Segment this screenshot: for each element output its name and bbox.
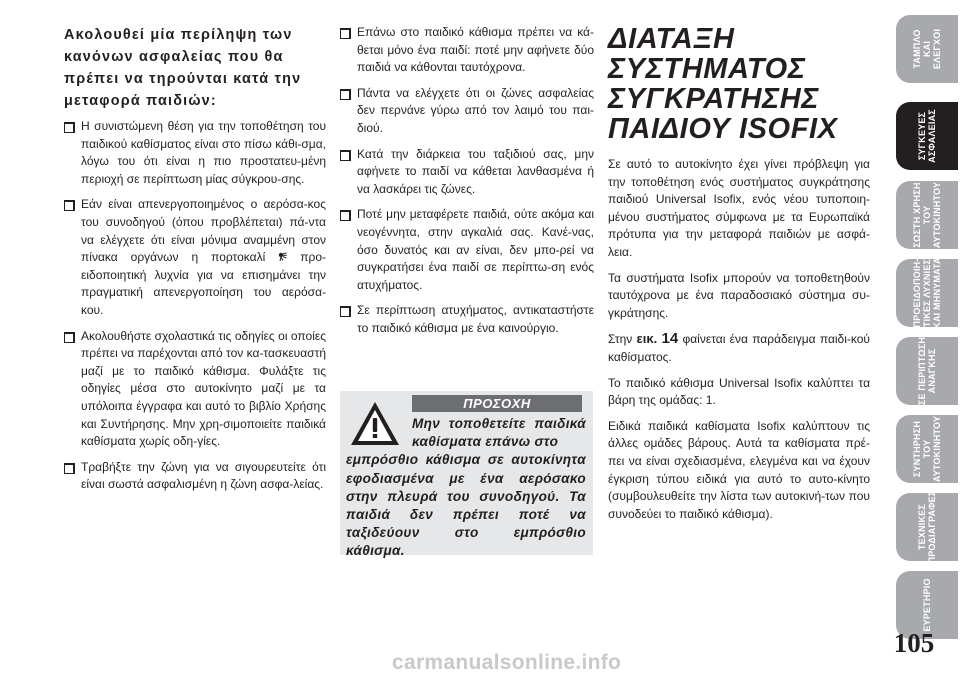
list-item: Εάν είναι απενεργοποιημένος ο αερόσα-κος του συνοδηγού (όπου προβλέπεται) πά-ντα να ελέγχετε ότι είναι μόνιμα αναμμένη στον πίνακα οργάνων η πορτοκαλί προ-ειδοποιητική λυχνία για να επισημάνει την πραγματική απενεργοποίηση του αερόσα-κου. (64, 196, 326, 319)
checkbox-bullet-icon (64, 463, 75, 474)
warning-text: Μην τοποθετείτε παιδικά καθίσματα επάνω στο εμπρόσθιο κάθισμα σε αυτοκίνητα εφοδιασμένα με ένα αερόσακο στην πλευρά του συνοδηγού. Τα παιδιά δεν πρέπει ποτέ να ταξιδεύουν στο εμπρόσθιο κάθισμα. (346, 416, 586, 559)
figure-reference-paragraph: Στην εικ. 14 φαίνεται ένα παράδειγμα παιδι-κού καθίσματος. (608, 330, 870, 364)
tab-dashboard-controls[interactable]: ΤΑΜΠΛΟ ΚΑΙ ΕΛΕΓΧΟΙ (896, 15, 958, 83)
chapter-tabs (880, 0, 960, 677)
checkbox-bullet-icon (340, 28, 351, 39)
checkbox-bullet-icon (64, 122, 75, 133)
airbag-off-lamp-icon (278, 252, 287, 262)
list-item: Ακολουθήστε σχολαστικά τις οδηγίες οι οποίες πρέπει να παρέχονται από τον κα-τασκευαστή μαζί με το παιδικό κάθισμα. Φυλάξτε τις οδηγίες μέσα στο αυτοκίνητο μαζί με τα υπόλοιπα έγγραφα και αυτό το βιβλίο Χρήσης και Συντήρησης. Μην χρη-σιμοποιείτε παιδικά καθίσματα χωρίς οδη-γίες. (64, 328, 326, 451)
watermark: carmanualsonline.info (392, 651, 622, 674)
tab-index[interactable]: ΕΥΡΕΤΗΡΙΟ (896, 571, 958, 639)
paragraph: Σε αυτό το αυτοκίνητο έχει γίνει πρόβλεψη για την τοποθέτηση ενός συστήματος συγκράτησης παιδιού Universal Isofix, ενός νέου τυποποιη-μένου συστήματος σύμφωνα με τα Ευρωπαϊκά πρότυπα για την μεταφορά παιδιών με ασφά-λεια. (608, 157, 870, 259)
page-number: 105 (893, 628, 935, 658)
checkbox-bullet-icon (340, 150, 351, 161)
safety-rules-list-continued (340, 24, 594, 338)
warning-label: ΠΡΟΣΟΧΗ (412, 395, 582, 412)
safety-rules-list (64, 118, 326, 494)
list-item: Σε περίπτωση ατυχήματος, αντικαταστήστε το παιδικό κάθισμα με ένα καινούργιο. (340, 302, 594, 337)
section-title: ΔΙΑΤΑΞΗ ΣΥΣΤΗΜΑΤΟΣ ΣΥΓΚΡΑΤΗΣΗΣ ΠΑΙΔΙΟΥ ISOFIX (608, 23, 838, 145)
list-item: Κατά την διάρκεια του ταξιδιού σας, μην αφήνετε το παιδί να κάθεται λανθασμένα ή να λασκάρει τις ζώνες. (340, 146, 594, 199)
tab-technical-specs[interactable]: ΤΕΧΝΙΚΕΣ ΠΡΟΔΙΑΓΡΑΦΕΣ (896, 493, 958, 561)
paragraph: Ειδικά παιδικά καθίσματα Isofix καλύπτουν τις άλλες ομάδες βάρους. Αυτά τα καθίσματα πρέ-πει να είναι σχεδιασμένα, ελεγμένα και να έχουν έγκριση τύπου ειδικά για αυτό το αυτο-κίνητο (συμβουλευθείτε την λίστα των αυτοκινή-των που συνοδεύει το παιδικό κάθισμα). (608, 418, 870, 521)
list-item: Τραβήξτε την ζώνη για να σιγουρευτείτε ότι είναι σωστά ασφαλισμένη η ζώνη ασφα-λείας. (64, 459, 326, 494)
paragraph: Τα συστήματα Isofix μπορούν να τοποθετηθούν ταυτόχρονα με ένα παραδοσιακό σύστημα συ-γκράτησης. (608, 270, 870, 320)
checkbox-bullet-icon (340, 210, 351, 221)
figure-number: 14 (661, 330, 679, 348)
middle-column (340, 24, 594, 346)
tab-maintenance[interactable]: ΣΥΝΤΗΡΗΣΗ ΤΟΥ ΑΥΤΟΚΙΝΗΤΟΥ (896, 415, 958, 483)
tab-safety-devices[interactable]: ΣΥΓΚΕΥΕΣ ΑΣΦΑΛΕΙΑΣ (896, 102, 958, 170)
list-item: Πάντα να ελέγχετε ότι οι ζώνες ασφαλείας δεν περνάνε γύρω από τον λαιμό του παι-διού. (340, 85, 594, 138)
right-column (608, 24, 870, 531)
section-heading: Ακολουθεί μία περίληψη των κανόνων ασφαλείας που θα πρέπει να τηρούνται κατά την μεταφορά παιδιών: (64, 27, 302, 109)
figure-ref: εικ. (636, 331, 658, 347)
tab-emergency[interactable]: ΣΕ ΠΕΡΙΠΤΩΣΗ ΑΝΑΓΚΗΣ (896, 337, 958, 405)
checkbox-bullet-icon (340, 306, 351, 317)
tab-warning-lights[interactable]: ΠΡΟΕΙΔΟΠΟΙΗ- ΤΙΚΕΣ ΛΥΧΝΙΕΣ ΚΑΙ ΜΗΝΥΜΑΤΑ (896, 259, 958, 327)
checkbox-bullet-icon (64, 332, 75, 343)
checkbox-bullet-icon (340, 89, 351, 100)
tab-correct-use[interactable]: ΣΩΣΤΗ ΧΡΗΣΗ ΤΟΥ ΑΥΤΟΚΙΝΗΤΟΥ (896, 181, 958, 249)
left-column (64, 24, 326, 502)
list-item: Ποτέ μην μεταφέρετε παιδιά, ούτε ακόμα και νεογέννητα, στην αγκαλιά σας. Κανέ-νας, όσο δυνατός και αν είναι, δεν μπο-ρεί να συγκρατήσει ένα παιδί σε περίπτω-ση ενός ατυχήματος. (340, 206, 594, 294)
list-item: Η συνιστώμενη θέση για την τοποθέτηση του παιδικού καθίσματος είναι στο πίσω κάθι-σμα, λόγω του ότι είναι η πιο προστατευ-μένη περιοχή σε περίπτωση μίας σύγκρου-σης. (64, 118, 326, 188)
checkbox-bullet-icon (64, 200, 75, 211)
paragraph: Το παιδικό κάθισμα Universal Isofix καλύπτει τα βάρη της ομάδας: 1. (608, 375, 870, 408)
warning-box (340, 391, 593, 559)
list-item: Επάνω στο παιδικό κάθισμα πρέπει να κά-θεται μόνο ένα παιδί: ποτέ μην αφήνετε δύο παιδιά να κάθονται ταυτόχρονα. (340, 24, 594, 77)
